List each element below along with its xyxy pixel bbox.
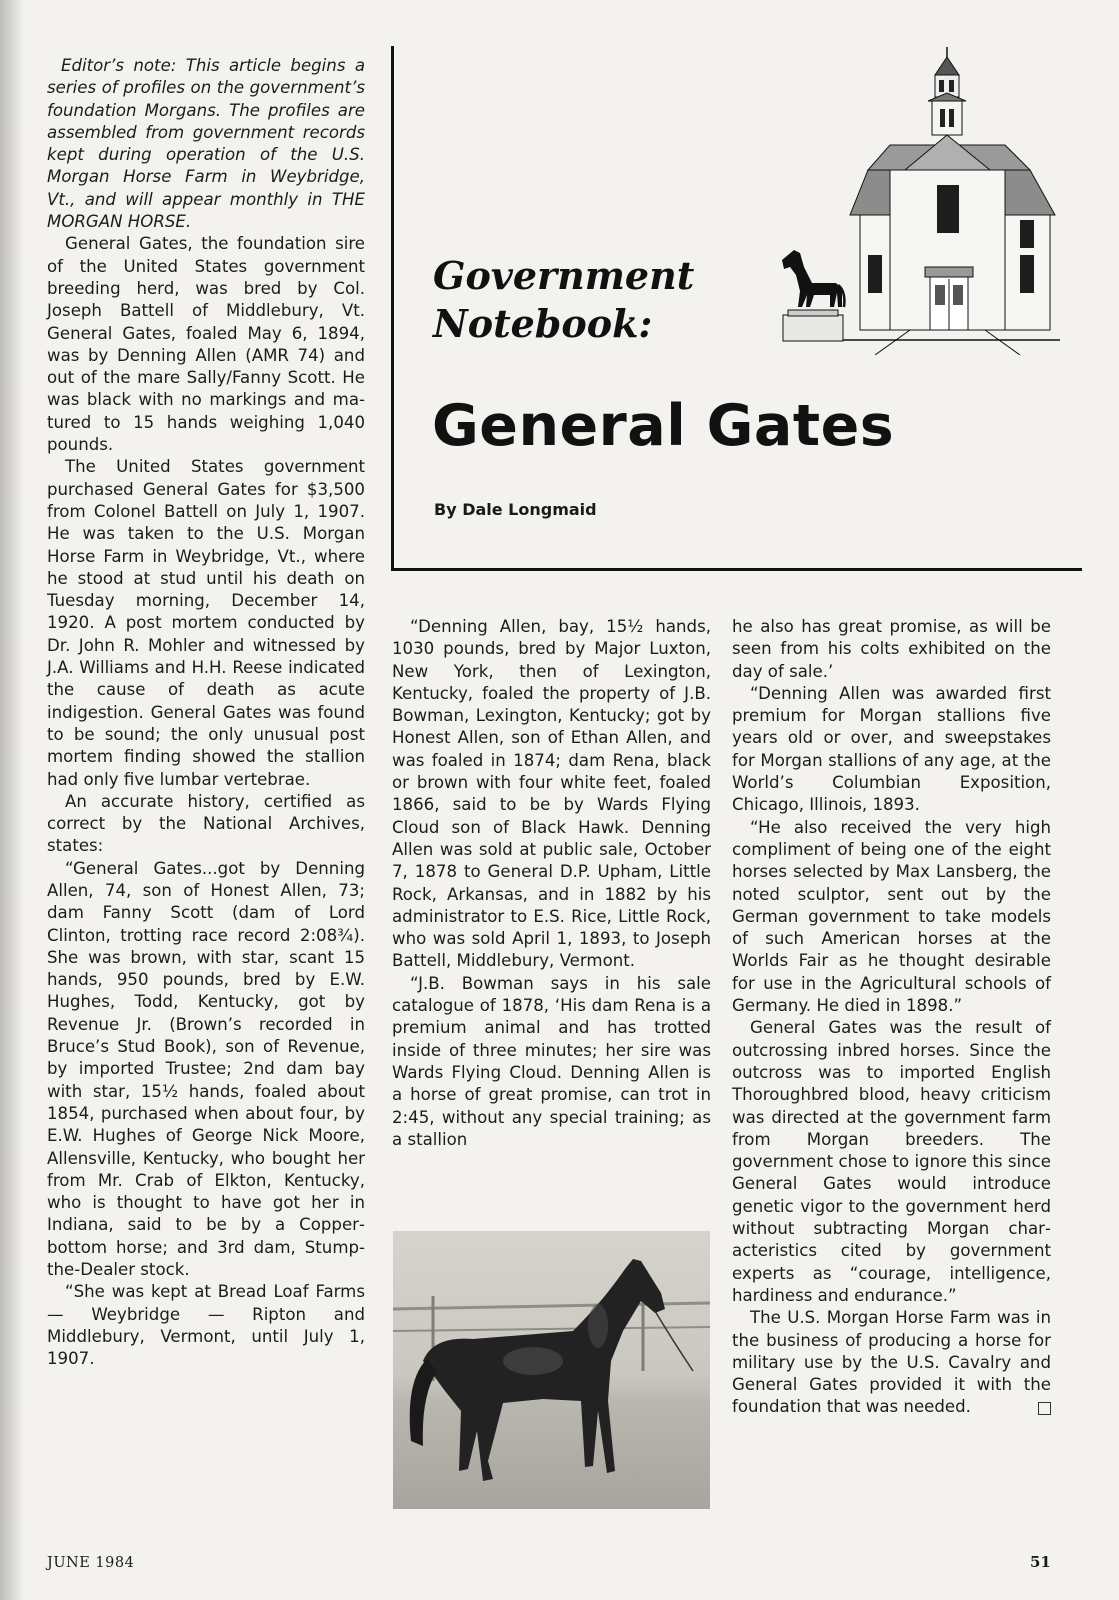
paragraph-final-text: The U.S. Morgan Horse Farm was in the business of producing a horse for military use by the U.S. Cavalry and General Gates provided it with the foundation that was needed. [732, 1308, 1051, 1417]
text-column-1 [47, 55, 365, 1371]
text-column-2 [392, 616, 711, 1151]
horse-photo-image [393, 1231, 710, 1509]
barn-and-horse-illustration [780, 45, 1060, 355]
paragraph: “He also received the very high compliment of being one of the eight horses selected by Max Lansberg, the noted sculptor, sent out by the German government to take models of such American horses at the Worlds Fair as he thought desirable for use in the Agricultural schools of Germany. He died in 1898.” [732, 817, 1051, 1016]
editors-note: Editor’s note: This article begins a series of profiles on the government’s foundation Morgans. The profiles are assembled from government records kept during operation of the U.S. Morgan Horse Farm in Weybridge, Vt., and will appear monthly in THE MORGAN HORSE. [47, 56, 365, 232]
page-edge-shadow [0, 0, 24, 1600]
paragraph: he also has great promise, as will be seen from his colts exhibited on the day of sale.’ [732, 617, 1051, 681]
text-column-3 [732, 616, 1051, 1419]
kicker-line-2: Notebook: [433, 301, 653, 346]
byline: By Dale Longmaid [434, 500, 597, 519]
article-headline: General Gates [432, 393, 895, 459]
horse-photo [393, 1231, 710, 1509]
paragraph: “J.B. Bowman says in his sale catalogue of 1878, ‘His dam Rena is a premium animal and has trotted inside of three minutes; her sire was Wards Flying Cloud. Denning Allen is a horse of great promise, can trot in 2:45, without any special training; as a stallion [392, 973, 711, 1149]
paragraph-final [732, 1307, 1051, 1418]
page-number: 51 [1030, 1553, 1051, 1571]
paragraph: An accurate history, certified as correct by the National Archives, states: [47, 791, 365, 856]
issue-date: JUNE 1984 [47, 1555, 135, 1571]
kicker-line-1: Government [433, 253, 695, 298]
paragraph: “She was kept at Bread Loaf Farms — Weybridge — Ripton and Middlebury, Vermont, until July 1, 1907. [47, 1282, 365, 1369]
end-of-article-mark [1038, 1402, 1051, 1415]
paragraph: “General Gates...got by Denning Allen, 74, son of Honest Allen, 73; dam Fanny Scott (dam of Lord Clinton, trotting race record 2:08¾). She was brown, with star, scant 15 hands, 950 pounds, bred by E.W. Hughes, Todd, Kentucky, got by Revenue Jr. (Brown’s recorded in Bruce’s Stud Book), son of Revenue, by imported Trustee; 2nd dam bay with star, 15½ hands, foaled about 1854, purchased when about four, by E.W. Hughes of George Nick Moore, Allensville, Kentucky, who bought her from Mr. Crab of Elkton, Kentucky, who is thought to have got her in Indiana, said to be by a Copperbottom horse; and 3rd dam, Stump-the-Dealer stock. [47, 858, 365, 1280]
paragraph: The United States government purchased General Gates for $3,500 from Colonel Battell on July 1, 1907. He was taken to the U.S. Morgan Horse Farm in Weybridge, Vt., where he stood at stud until his death on Tuesday morning, December 14, 1920. A post mortem conducted by Dr. John R. Mohler and witnessed by J.A. Williams and H.H. Reese indicated the cause of death as acute indigestion. General Gates was found to be sound; the only unusual post mortem finding showed the stallion had only five lumbar vertebrae. [47, 457, 365, 789]
paragraph: “Denning Allen, bay, 15½ hands, 1030 pounds, bred by Major Luxton, New York, then of Lexington, Kentucky, foaled the property of J.B. Bowman, Lexington, Kentucky; got by Honest Allen, son of Ethan Allen, and was foaled in 1874; dam Rena, black or brown with four white feet, foaled 1866, said to be by Wards Flying Cloud son of Black Hawk. Denning Allen was sold at public sale, October 7, 1878 to General D.P. Upham, Little Rock, Arkansas, and in 1882 by his administrator to E.S. Rice, Little Rock, who was sold April 1, 1893, to Joseph Battell, Middlebury, Vermont. [392, 617, 711, 971]
section-kicker [433, 252, 694, 348]
paragraph: “Denning Allen was awarded first premium for Morgan stallions five years old or over, and sweepstakes for Morgan stallions of any age, at the World’s Columbian Exposition, Chicago, Illinois, 1893. [732, 683, 1051, 815]
paragraph: General Gates was the result of outcrossing inbred horses. Since the outcross was to imported English Thoroughbred blood, heavy criticism was directed at the government farm from Morgan breeders. The government chose to ignore this since General Gates would introduce genetic vigor to the government herd without subtracting Morgan characteristics cited by government experts as “courage, intelligence, hardiness and endurance.” [732, 1018, 1051, 1305]
paragraph: General Gates, the foundation sire of the United States government breeding herd, was bred by Col. Joseph Battell of Middlebury, Vt. General Gates, foaled May 6, 1894, was by Denning Allen (AMR 74) and out of the mare Sally/Fanny Scott. He was black with no markings and matured to 15 hands weighing 1,040 pounds. [47, 234, 365, 455]
